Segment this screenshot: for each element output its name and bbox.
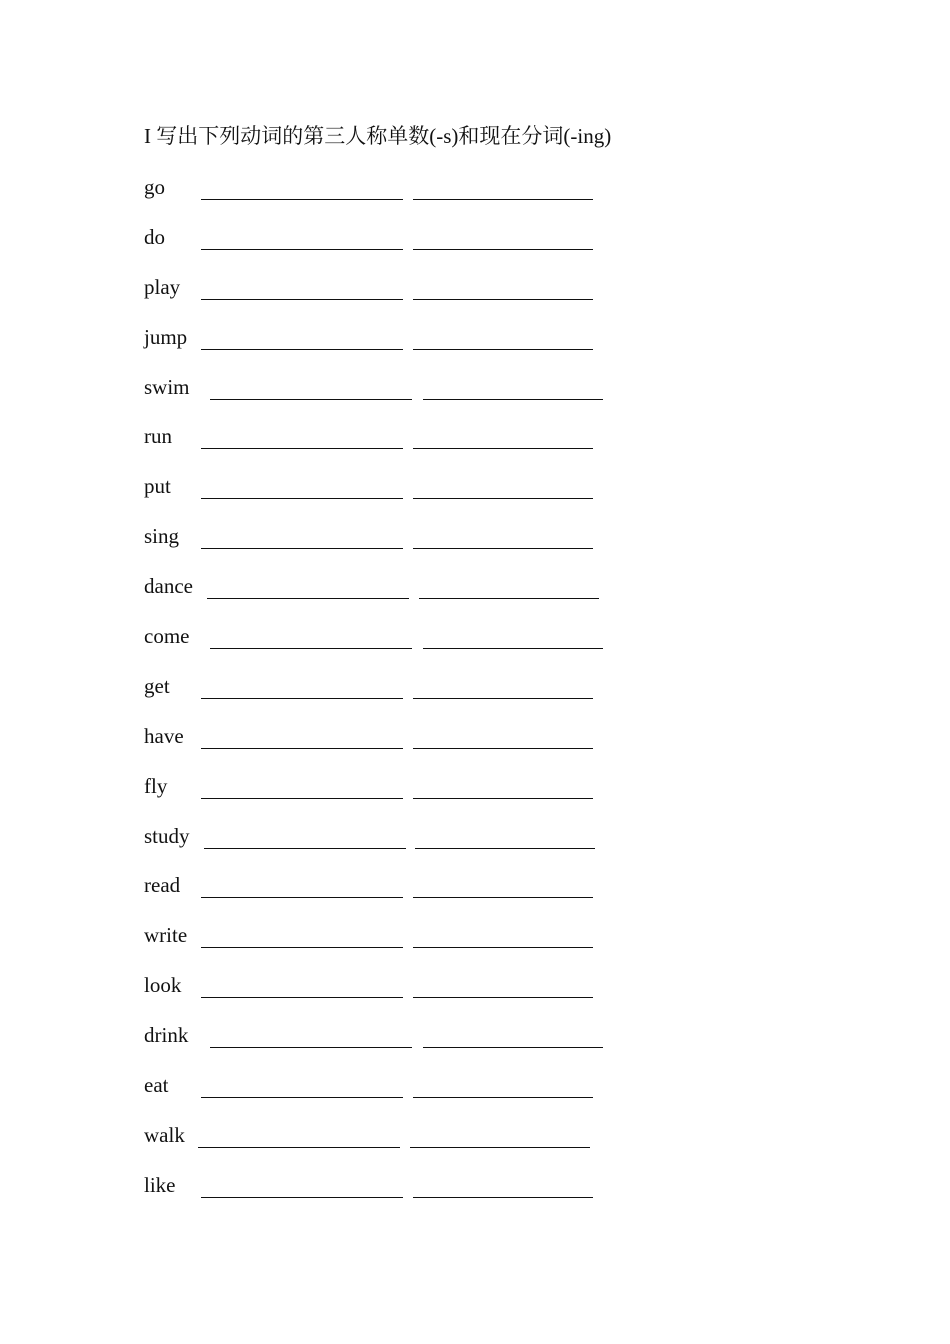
verb-row-drink (144, 1021, 664, 1071)
verb-list (144, 173, 664, 1221)
present-participle-blank[interactable] (413, 299, 593, 300)
exercise-heading: I 写出下列动词的第三人称单数(-s)和现在分词(-ing) (144, 124, 612, 148)
verb-row-come (144, 622, 664, 672)
present-participle-blank[interactable] (413, 897, 593, 898)
third-person-blank[interactable] (201, 748, 403, 749)
third-person-blank[interactable] (201, 897, 403, 898)
verb-row-do (144, 223, 664, 273)
verb-row-like (144, 1171, 664, 1221)
present-participle-blank[interactable] (413, 798, 593, 799)
present-participle-blank[interactable] (413, 997, 593, 998)
verb-row-sing (144, 522, 664, 572)
verb-row-read (144, 871, 664, 921)
verb-label: fly (144, 773, 168, 798)
verb-row-write (144, 921, 664, 971)
verb-label: look (144, 973, 182, 998)
verb-row-jump (144, 323, 664, 373)
present-participle-blank[interactable] (410, 1147, 590, 1148)
present-participle-blank[interactable] (413, 498, 593, 499)
present-participle-blank[interactable] (413, 349, 593, 350)
verb-row-go (144, 173, 664, 223)
third-person-blank[interactable] (201, 698, 403, 699)
present-participle-blank[interactable] (413, 698, 593, 699)
verb-row-look (144, 971, 664, 1021)
verb-label: put (144, 474, 171, 499)
verb-label: get (144, 673, 170, 698)
verb-label: study (144, 823, 190, 848)
verb-row-have (144, 722, 664, 772)
third-person-blank[interactable] (198, 1147, 400, 1148)
verb-row-run (144, 422, 664, 472)
third-person-blank[interactable] (201, 1197, 403, 1198)
verb-row-fly (144, 772, 664, 822)
third-person-blank[interactable] (201, 548, 403, 549)
present-participle-blank[interactable] (413, 548, 593, 549)
verb-row-swim (144, 373, 664, 423)
present-participle-blank[interactable] (413, 448, 593, 449)
present-participle-blank[interactable] (413, 199, 593, 200)
third-person-blank[interactable] (201, 199, 403, 200)
third-person-blank[interactable] (210, 648, 412, 649)
verb-label: play (144, 274, 181, 299)
third-person-blank[interactable] (210, 399, 412, 400)
present-participle-blank[interactable] (423, 648, 603, 649)
present-participle-blank[interactable] (423, 1047, 603, 1048)
verb-row-study (144, 822, 664, 872)
verb-row-put (144, 472, 664, 522)
verb-label: sing (144, 524, 180, 549)
verb-label: like (144, 1172, 176, 1197)
verb-label: come (144, 624, 190, 649)
third-person-blank[interactable] (201, 299, 403, 300)
verb-label: do (144, 224, 165, 249)
verb-label: jump (144, 324, 188, 349)
present-participle-blank[interactable] (413, 1097, 593, 1098)
third-person-blank[interactable] (201, 349, 403, 350)
verb-label: swim (144, 374, 190, 399)
verb-label: drink (144, 1023, 189, 1048)
present-participle-blank[interactable] (413, 1197, 593, 1198)
third-person-blank[interactable] (201, 947, 403, 948)
third-person-blank[interactable] (201, 798, 403, 799)
third-person-blank[interactable] (201, 498, 403, 499)
third-person-blank[interactable] (201, 448, 403, 449)
verb-label: write (144, 923, 188, 948)
third-person-blank[interactable] (201, 249, 403, 250)
verb-label: walk (144, 1122, 185, 1147)
third-person-blank[interactable] (204, 848, 406, 849)
present-participle-blank[interactable] (413, 748, 593, 749)
third-person-blank[interactable] (201, 997, 403, 998)
verb-label: read (144, 873, 181, 898)
verb-row-eat (144, 1071, 664, 1121)
verb-label: go (144, 175, 165, 199)
verb-label: dance (144, 574, 193, 599)
verb-row-get (144, 672, 664, 722)
verb-row-play (144, 273, 664, 323)
verb-label: have (144, 723, 184, 748)
verb-row-walk (144, 1121, 664, 1171)
verb-label: run (144, 424, 172, 449)
present-participle-blank[interactable] (413, 249, 593, 250)
present-participle-blank[interactable] (423, 399, 603, 400)
present-participle-blank[interactable] (415, 848, 595, 849)
verb-label: eat (144, 1073, 169, 1098)
present-participle-blank[interactable] (413, 947, 593, 948)
present-participle-blank[interactable] (419, 598, 599, 599)
verb-row-dance (144, 572, 664, 622)
third-person-blank[interactable] (210, 1047, 412, 1048)
third-person-blank[interactable] (207, 598, 409, 599)
third-person-blank[interactable] (201, 1097, 403, 1098)
